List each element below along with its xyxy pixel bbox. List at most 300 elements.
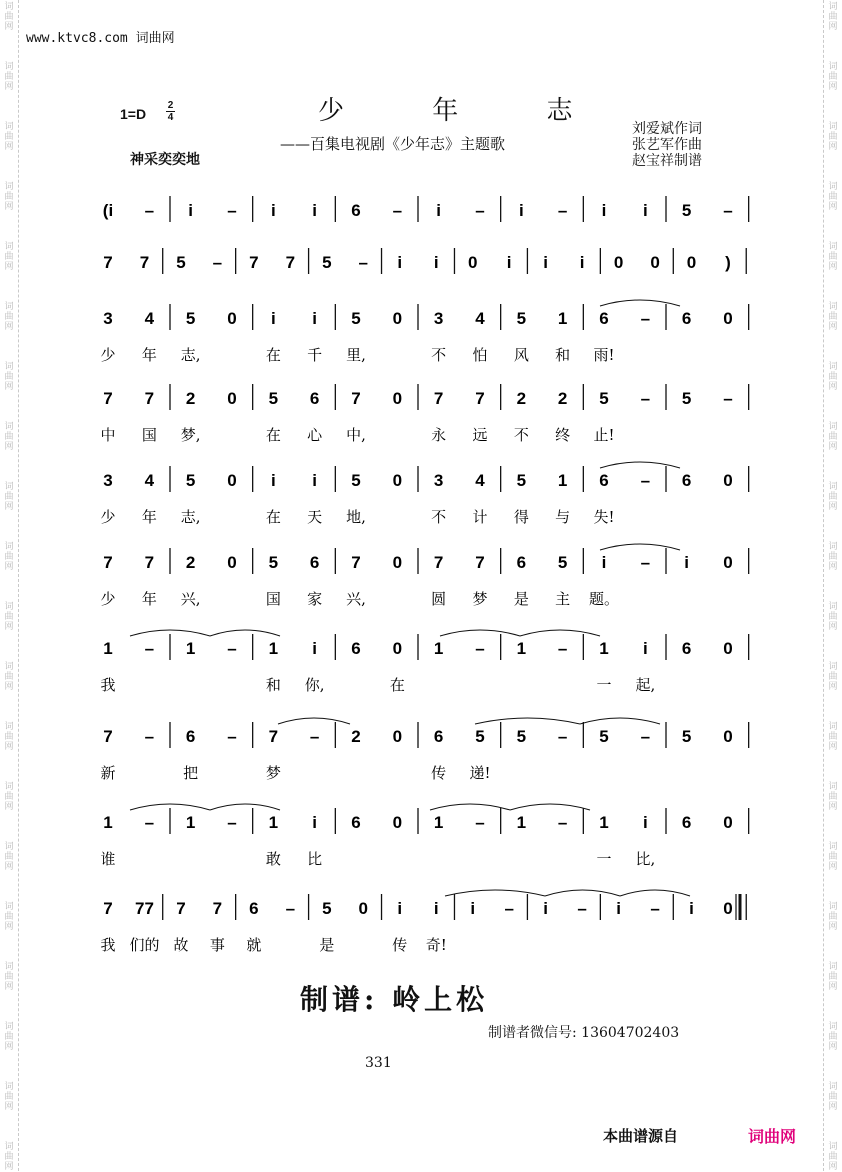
tie-arc — [600, 300, 680, 306]
note: 0 — [723, 899, 733, 918]
lyric: 事 — [209, 936, 225, 954]
note: 5 — [557, 553, 568, 572]
note: 6 — [351, 813, 361, 832]
time-signature — [166, 100, 175, 123]
note: – — [557, 201, 568, 220]
note: 0 — [227, 389, 237, 408]
watermark-text: 词 曲 网 — [828, 242, 838, 272]
note: i — [270, 471, 276, 490]
lyric: 得 — [513, 508, 529, 526]
watermark-text: 词 曲 网 — [4, 602, 14, 632]
lyric: 中 — [100, 426, 116, 444]
watermark-text: 词 曲 网 — [4, 1082, 14, 1112]
note: i — [543, 899, 549, 918]
time-bottom: 4 — [167, 112, 174, 123]
note: – — [640, 727, 651, 746]
lyric: 是 — [513, 590, 529, 608]
note: 7 — [103, 727, 113, 746]
lyric: 志, — [180, 508, 201, 526]
note: 1 — [103, 813, 113, 832]
watermark-text: 词 曲 网 — [828, 182, 838, 212]
note: – — [475, 813, 485, 832]
note: 7 — [144, 389, 155, 408]
lyric: 梦, — [180, 426, 201, 444]
note: 7 — [103, 389, 113, 408]
note: – — [212, 253, 223, 272]
watermark-text: 词 曲 网 — [828, 62, 838, 92]
note: 7 — [268, 727, 279, 746]
note: 1 — [433, 639, 444, 658]
lyric: 传 — [431, 764, 447, 782]
note: ) — [725, 253, 731, 272]
note: i — [270, 201, 276, 220]
lyric: 雨! — [593, 346, 615, 364]
note: 6 — [351, 201, 361, 220]
watermark-text: 词 曲 网 — [4, 482, 14, 512]
note: 1 — [268, 813, 279, 832]
lyric: 不 — [431, 508, 447, 526]
note: 0 — [392, 309, 403, 328]
note: 7 — [475, 389, 485, 408]
note: 7 — [433, 389, 444, 408]
lyric: 不 — [513, 426, 529, 444]
note: 6 — [433, 727, 444, 746]
lyric: 年 — [141, 508, 157, 526]
lyric: 一 — [596, 850, 612, 868]
note: – — [227, 639, 237, 658]
note: 0 — [723, 309, 733, 328]
arranger: 赵宝祥制谱 — [632, 153, 702, 169]
lyric: 中, — [346, 426, 366, 444]
note: 7 — [103, 253, 113, 272]
note: – — [557, 813, 568, 832]
lyric: 和 — [265, 676, 281, 694]
watermark-text: 词 曲 网 — [4, 122, 14, 152]
watermark-text: 词 曲 网 — [4, 2, 14, 32]
note: i — [312, 201, 318, 220]
lyric: 终 — [555, 426, 571, 444]
watermark-text: 词 曲 网 — [4, 1022, 14, 1052]
tie-arc — [580, 718, 660, 724]
lyric: 兴, — [346, 590, 366, 608]
note: 5 — [599, 389, 609, 408]
note: 3 — [433, 471, 444, 490]
note: 1 — [185, 639, 196, 658]
note: – — [640, 389, 651, 408]
note: 0 — [613, 253, 624, 272]
right-watermark-strip — [823, 0, 842, 1171]
tie-arc — [600, 462, 680, 468]
lyric: 递! — [469, 764, 491, 782]
note: 7 — [249, 253, 259, 272]
note: – — [640, 471, 651, 490]
note: 7 — [144, 553, 155, 572]
note: i — [312, 309, 318, 328]
note: 7 — [139, 253, 150, 272]
song-title: 少 年 志 — [318, 96, 613, 126]
watermark-text: 词 曲 网 — [828, 362, 838, 392]
note: – — [650, 899, 660, 918]
lyricist: 刘爱斌作词 — [632, 121, 702, 137]
source-label: 本曲谱源自 — [603, 1127, 679, 1145]
note: 7 — [103, 553, 113, 572]
note: i — [601, 553, 607, 572]
note: i — [543, 253, 549, 272]
note: 5 — [681, 389, 692, 408]
note: i — [312, 639, 318, 658]
watermark-text: 词 曲 网 — [4, 962, 14, 992]
note: 5 — [185, 471, 196, 490]
lyric: 远 — [472, 426, 488, 444]
note: 77 — [135, 899, 154, 918]
watermark-text: 词 曲 网 — [4, 902, 14, 932]
note: – — [144, 727, 155, 746]
note: 5 — [268, 553, 279, 572]
watermark-text: 词 曲 网 — [4, 542, 14, 572]
note: 0 — [392, 639, 403, 658]
watermark-text: 词 曲 网 — [828, 482, 838, 512]
watermark-text: 词 曲 网 — [828, 722, 838, 752]
note: 6 — [185, 727, 196, 746]
lyric: 就 — [246, 936, 262, 954]
note: 1 — [557, 309, 568, 328]
note: – — [144, 639, 155, 658]
note: 5 — [681, 727, 692, 746]
page-number: 331 — [365, 1055, 392, 1071]
lyric: 计 — [472, 508, 488, 526]
lyric: 一 — [596, 676, 612, 694]
lyric: 天 — [307, 508, 323, 526]
lyric: 圆 — [431, 590, 447, 608]
note: 0 — [392, 471, 403, 490]
note: 0 — [650, 253, 660, 272]
lyric: 我 — [100, 676, 116, 694]
note: i — [616, 899, 621, 918]
watermark-text: 词 曲 网 — [4, 422, 14, 452]
note: i — [433, 899, 439, 918]
watermark-text: 词 曲 网 — [4, 662, 14, 692]
lyric: 题。 — [588, 590, 620, 608]
note: 6 — [681, 471, 692, 490]
note: 7 — [433, 553, 444, 572]
lyric: 在 — [265, 426, 281, 444]
lyric: 少 — [100, 508, 116, 526]
watermark-text: 词 曲 网 — [4, 362, 14, 392]
note: 3 — [103, 309, 113, 328]
note: 7 — [103, 899, 113, 918]
lyric: 把 — [183, 764, 199, 782]
note: i — [397, 253, 403, 272]
note: 6 — [516, 553, 527, 572]
lyric: 新 — [100, 764, 116, 782]
lyric: 地, — [346, 508, 366, 526]
transcriber-wechat: 制谱者微信号: 13604702403 — [488, 1025, 680, 1041]
lyric: 家 — [307, 590, 323, 608]
note: 6 — [309, 553, 320, 572]
lyric: 少 — [100, 346, 116, 364]
note: – — [475, 201, 485, 220]
note: 1 — [516, 639, 527, 658]
lyric: 志, — [180, 346, 201, 364]
note: 0 — [723, 471, 733, 490]
watermark-text: 词 曲 网 — [828, 1022, 838, 1052]
note: 2 — [351, 727, 361, 746]
note: 0 — [227, 309, 237, 328]
note: 5 — [351, 309, 361, 328]
note: 1 — [268, 639, 279, 658]
note: 1 — [557, 471, 568, 490]
lyric: 少 — [100, 590, 116, 608]
watermark-text: 词 曲 网 — [828, 2, 838, 32]
note: (i — [102, 201, 114, 220]
watermark-text: 词 曲 网 — [828, 422, 838, 452]
note: 0 — [686, 253, 697, 272]
note: i — [433, 253, 439, 272]
note: 5 — [516, 727, 527, 746]
note: – — [475, 639, 485, 658]
lyric: 里, — [346, 346, 366, 364]
tie-arc — [445, 890, 545, 896]
lyric: 谁 — [100, 850, 116, 868]
lyric: 和 — [555, 346, 571, 364]
lyric: 年 — [141, 590, 157, 608]
note: – — [640, 553, 651, 572]
note: 5 — [268, 389, 279, 408]
watermark-text: 词 曲 网 — [4, 242, 14, 272]
note: 0 — [723, 813, 733, 832]
watermark-text: 词 曲 网 — [828, 542, 838, 572]
watermark-text: 词 曲 网 — [828, 662, 838, 692]
note: i — [518, 201, 524, 220]
lyric: 失! — [593, 508, 615, 526]
note: i — [601, 201, 607, 220]
note: 0 — [392, 813, 403, 832]
site-header[interactable]: www.ktvc8.com 词曲网 — [26, 31, 175, 46]
lyric: 们的 — [129, 936, 160, 954]
note: i — [470, 899, 476, 918]
note: 2 — [185, 389, 196, 408]
note: 5 — [322, 253, 332, 272]
note: 1 — [103, 639, 113, 658]
watermark-text: 词 曲 网 — [4, 62, 14, 92]
lyric: 主 — [555, 590, 571, 608]
lyric: 与 — [555, 508, 571, 526]
lyric: 比, — [635, 850, 656, 868]
watermark-text: 词 曲 网 — [4, 782, 14, 812]
note: – — [557, 727, 568, 746]
note: 6 — [599, 471, 609, 490]
note: – — [309, 727, 320, 746]
tie-arc — [440, 630, 520, 636]
note: 7 — [176, 899, 186, 918]
note: 2 — [557, 389, 568, 408]
lyric: 兴, — [180, 590, 201, 608]
key-signature: 1=D — [120, 106, 147, 122]
note: 0 — [227, 553, 237, 572]
note: 0 — [392, 389, 403, 408]
note: i — [579, 253, 585, 272]
note: – — [144, 813, 155, 832]
watermark-text: 词 曲 网 — [4, 302, 14, 332]
note: 7 — [351, 389, 361, 408]
tie-arc — [545, 890, 620, 896]
lyric: 起, — [635, 676, 656, 694]
lyric: 梦 — [265, 764, 281, 782]
note: 0 — [392, 727, 403, 746]
note: 6 — [351, 639, 361, 658]
note: 2 — [185, 553, 196, 572]
note: 1 — [599, 639, 609, 658]
watermark-text: 词 曲 网 — [828, 602, 838, 632]
note: i — [312, 471, 318, 490]
tempo-marking: 神采奕奕地 — [130, 152, 200, 168]
watermark-text: 词 曲 网 — [4, 842, 14, 872]
note: i — [270, 309, 276, 328]
lyric: 你, — [304, 676, 325, 694]
tie-arc — [600, 544, 680, 550]
note: i — [642, 201, 648, 220]
note: 0 — [467, 253, 478, 272]
watermark-text: 词 曲 网 — [828, 962, 838, 992]
lyric: 奇! — [425, 936, 447, 954]
tie-arc — [475, 718, 580, 724]
watermark-text: 词 曲 网 — [828, 302, 838, 332]
watermark-text: 词 曲 网 — [4, 182, 14, 212]
note: 1 — [516, 813, 527, 832]
lyric: 永 — [431, 426, 447, 444]
note: 0 — [358, 899, 369, 918]
note: 6 — [681, 813, 692, 832]
lyric: 我 — [100, 936, 116, 954]
note: 2 — [516, 389, 527, 408]
tie-arc — [510, 804, 590, 810]
lyric: 传 — [392, 936, 408, 954]
tie-arc — [620, 890, 690, 896]
note: 4 — [144, 309, 155, 328]
watermark-text: 词 曲 网 — [4, 1142, 14, 1172]
transcriber-signature: 制谱: 岭上松 — [300, 983, 489, 1016]
note: i — [188, 201, 194, 220]
lyric: 国 — [265, 590, 281, 608]
note: 0 — [392, 553, 403, 572]
note: 5 — [516, 309, 527, 328]
note: i — [689, 899, 694, 918]
watermark-text: 词 曲 网 — [828, 902, 838, 932]
note: i — [312, 813, 318, 832]
lyric: 故 — [173, 936, 189, 954]
watermark-text: 词 曲 网 — [828, 1142, 838, 1172]
watermark-text: 词 曲 网 — [828, 782, 838, 812]
lyric: 年 — [141, 346, 157, 364]
notation-svg — [100, 180, 760, 960]
watermark-text: 词 曲 网 — [828, 842, 838, 872]
lyric: 是 — [319, 936, 335, 954]
note: 6 — [681, 309, 692, 328]
lyric: 千 — [307, 346, 323, 364]
note: – — [577, 899, 587, 918]
note: – — [227, 201, 237, 220]
note: – — [640, 309, 651, 328]
watermark-text: 词 曲 网 — [828, 122, 838, 152]
composer: 张艺军作曲 — [632, 137, 702, 153]
tie-arc — [430, 804, 510, 810]
note: 5 — [176, 253, 186, 272]
lyric: 心 — [307, 426, 323, 444]
note: i — [397, 899, 403, 918]
note: – — [723, 201, 733, 220]
note: 5 — [351, 471, 361, 490]
note: – — [504, 899, 514, 918]
lyric: 不 — [431, 346, 447, 364]
note: 1 — [433, 813, 444, 832]
note: 4 — [475, 471, 485, 490]
note: 0 — [723, 727, 733, 746]
note: 6 — [309, 389, 320, 408]
lyric: 国 — [141, 426, 157, 444]
lyric: 比 — [307, 850, 323, 868]
note: i — [436, 201, 442, 220]
note: 1 — [185, 813, 196, 832]
lyric: 梦 — [472, 590, 488, 608]
song-subtitle: ——百集电视剧《少年志》主题歌 — [280, 135, 506, 153]
lyric: 风 — [513, 346, 529, 364]
note: – — [285, 899, 296, 918]
note: 0 — [227, 471, 237, 490]
note: i — [684, 553, 690, 572]
note: 0 — [723, 553, 733, 572]
watermark-text: 词 曲 网 — [828, 1082, 838, 1112]
note: – — [723, 389, 733, 408]
lyric: 敢 — [265, 850, 281, 868]
brand-link[interactable]: 词曲网 — [748, 1127, 797, 1146]
note: 7 — [212, 899, 223, 918]
note: – — [227, 813, 237, 832]
lyric: 在 — [389, 676, 405, 694]
note: 5 — [475, 727, 485, 746]
tie-arc — [210, 804, 280, 810]
note: 3 — [433, 309, 444, 328]
note: – — [358, 253, 369, 272]
note: 5 — [516, 471, 527, 490]
note: 7 — [285, 253, 296, 272]
tie-arc — [520, 630, 600, 636]
note: 3 — [103, 471, 113, 490]
note: 6 — [249, 899, 259, 918]
lyric: 在 — [265, 508, 281, 526]
note: 7 — [475, 553, 485, 572]
note: 0 — [723, 639, 733, 658]
lyric: 怕 — [472, 346, 488, 364]
left-watermark-strip — [0, 0, 19, 1171]
tie-arc — [210, 630, 280, 636]
lyric: 止! — [593, 426, 615, 444]
lyric: 在 — [265, 346, 281, 364]
tie-arc — [278, 718, 350, 724]
note: – — [144, 201, 155, 220]
note: 6 — [599, 309, 609, 328]
note: – — [557, 639, 568, 658]
watermark-text: 词 曲 网 — [4, 722, 14, 752]
note: 7 — [351, 553, 361, 572]
note: i — [642, 639, 648, 658]
note: 6 — [681, 639, 692, 658]
note: i — [642, 813, 648, 832]
note: 5 — [185, 309, 196, 328]
note: 4 — [144, 471, 155, 490]
note: i — [506, 253, 512, 272]
credits — [632, 121, 702, 169]
note: 5 — [681, 201, 692, 220]
